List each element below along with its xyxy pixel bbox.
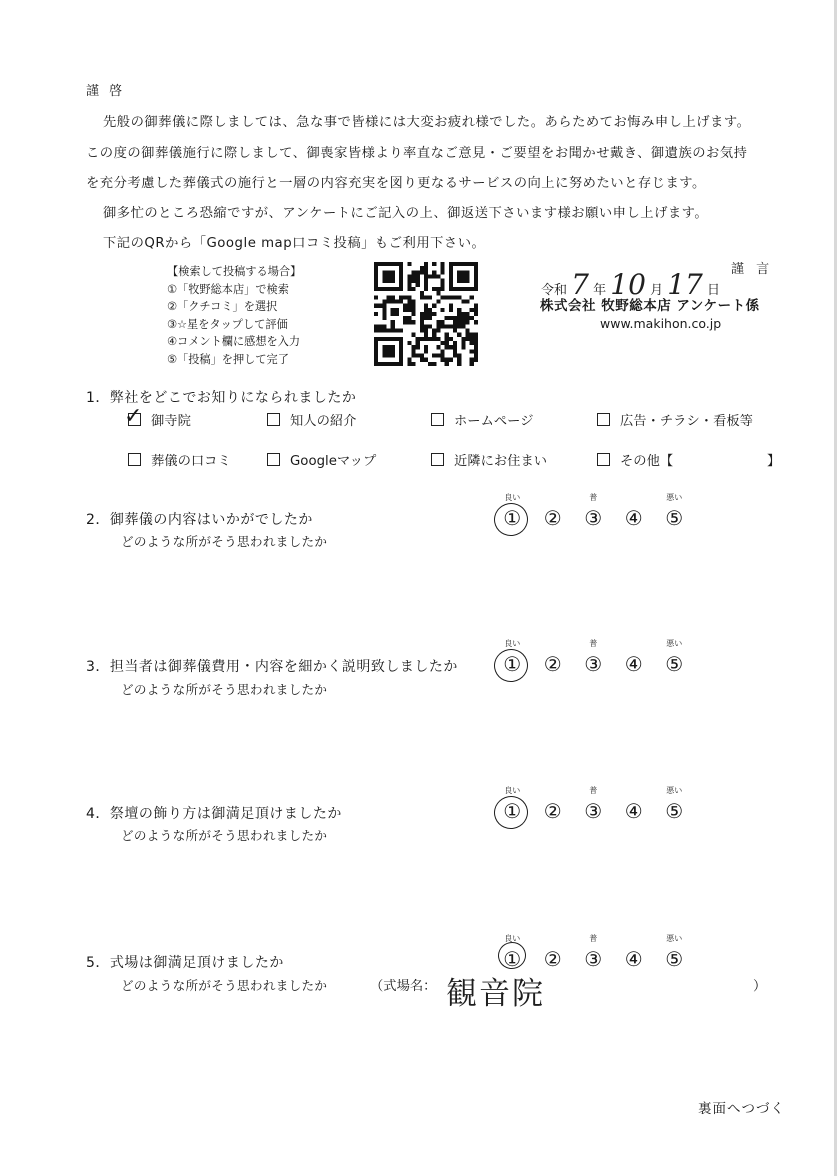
q4-subtitle: どのような所がそう思われましたか xyxy=(121,828,328,843)
rating-option-5[interactable]: 悪い ⑤ xyxy=(654,651,695,677)
rating-option-4[interactable]: ④ xyxy=(624,799,643,823)
rating-option-1[interactable]: 良い ① xyxy=(492,651,533,677)
rating-option-1[interactable]: 良い ① xyxy=(492,946,533,972)
q1-option-neighbor[interactable] xyxy=(431,450,547,469)
letter-paragraph-3: を充分考慮した葬儀式の施行と一層の内容充実を図り更なるサービスの向上に努めたいと存じます。 xyxy=(86,176,706,191)
scale-label-good: 良い xyxy=(504,934,521,943)
q1-checkbox[interactable] xyxy=(128,453,141,466)
hall-name-handwritten[interactable]: 観音院 xyxy=(446,976,545,1012)
q1-option-label: 御寺院 xyxy=(151,414,191,429)
q1-checkbox[interactable] xyxy=(267,413,280,426)
rating-option-5[interactable]: 悪い ⑤ xyxy=(654,798,695,824)
letter-paragraph-5: 下記のQRから「Google map口コミ投稿」もご利用下さい。 xyxy=(103,236,486,251)
rating-option-2[interactable]: ② xyxy=(543,652,562,676)
search-instructions-title: 【検索して投稿する場合】 xyxy=(167,265,302,278)
letter-paragraph-2: この度の御葬儀施行に際しまして、御喪家皆様より率直なご意見・ご要望をお聞かせ戴き、御遺族のお気持 xyxy=(86,146,748,161)
q1-option-label: Googleマップ xyxy=(290,454,377,469)
scale-label-normal: 普 xyxy=(589,639,598,648)
q4-rating-scale[interactable] xyxy=(492,786,695,824)
q3-rating-scale[interactable] xyxy=(492,639,695,677)
q1-other-close: 】 xyxy=(767,454,781,469)
closing: 謹 言 xyxy=(731,262,774,277)
q1-option-label: ホームページ xyxy=(454,414,534,429)
scale-label-normal: 普 xyxy=(589,493,598,502)
q1-checkbox[interactable] xyxy=(431,413,444,426)
date-month-unit: 月 xyxy=(650,283,664,298)
qr-code-icon[interactable] xyxy=(374,262,478,366)
q5-title: 5．式場は御満足頂けましたか xyxy=(86,955,284,971)
rating-option-4[interactable]: ④ xyxy=(624,947,643,971)
scale-label-bad: 悪い xyxy=(666,639,683,648)
rating-option-3[interactable]: 普 ③ xyxy=(573,651,614,677)
q1-checkbox[interactable] xyxy=(431,453,444,466)
date-era: 令和 xyxy=(541,283,568,298)
q4-title: 4．祭壇の飾り方は御満足頂けましたか xyxy=(86,806,342,822)
scale-label-normal: 普 xyxy=(589,786,598,795)
scale-label-good: 良い xyxy=(504,639,521,648)
date-day: 17 xyxy=(667,268,703,301)
scale-label-bad: 悪い xyxy=(666,934,683,943)
q1-option-label: 広告・チラシ・看板等 xyxy=(620,414,753,429)
scale-label-normal: 普 xyxy=(589,934,598,943)
q1-option-other[interactable] xyxy=(597,450,673,469)
company-url[interactable]: www.makihon.co.jp xyxy=(600,316,722,331)
q1-option-label: 知人の紹介 xyxy=(290,414,357,429)
q1-option-ads[interactable] xyxy=(597,410,753,429)
date-year: 7 xyxy=(571,268,589,301)
q1-option-label: その他【 xyxy=(620,454,674,469)
date-day-unit: 日 xyxy=(707,283,721,298)
continued-on-back: 裏面へつづく xyxy=(698,1101,785,1117)
rating-option-4[interactable]: ④ xyxy=(624,506,643,530)
letter-paragraph-4: 御多忙のところ恐縮ですが、アンケートにご記入の上、御返送下さいます様お願い申し上げます。 xyxy=(103,206,709,221)
scale-label-bad: 悪い xyxy=(666,493,683,502)
q2-subtitle: どのような所がそう思われましたか xyxy=(121,534,328,549)
company-name: 株式会社 牧野総本店 アンケート係 xyxy=(540,298,760,314)
q1-checkbox[interactable] xyxy=(597,413,610,426)
scale-label-bad: 悪い xyxy=(666,786,683,795)
q3-subtitle: どのような所がそう思われましたか xyxy=(121,682,328,697)
hall-close: ） xyxy=(753,979,767,994)
q1-checkbox[interactable] xyxy=(597,453,610,466)
check-mark-icon: ✓ xyxy=(124,404,143,429)
letter-paragraph-1: 先般の御葬儀に際しましては、急な事で皆様には大変お疲れ様でした。あらためてお悔み申し上げます。 xyxy=(103,115,751,130)
search-step: ③☆星をタップして評価 xyxy=(167,317,288,331)
q1-option-label: 葬儀の口コミ xyxy=(151,454,231,469)
rating-option-2[interactable]: ② xyxy=(543,799,562,823)
q1-option-label: 近隣にお住まい xyxy=(454,454,548,469)
selected-circle-mark xyxy=(491,500,530,538)
search-instructions xyxy=(167,263,301,369)
salutation: 謹 啓 xyxy=(86,84,126,99)
rating-option-1[interactable]: 良い ① xyxy=(492,798,533,824)
q1-checkbox[interactable] xyxy=(267,453,280,466)
date-month: 10 xyxy=(610,268,646,301)
q1-option-word-of-mouth[interactable] xyxy=(128,450,231,469)
rating-option-3[interactable]: 普 ③ xyxy=(573,505,614,531)
q2-title: 2．御葬儀の内容はいかがでしたか xyxy=(86,512,313,528)
scale-label-good: 良い xyxy=(504,493,521,502)
q1-option-homepage[interactable] xyxy=(431,410,534,429)
q1-option-temple[interactable] xyxy=(124,404,191,429)
rating-option-3[interactable]: 普 ③ xyxy=(573,946,614,972)
rating-option-5[interactable]: 悪い ⑤ xyxy=(654,505,695,531)
search-step: ⑤「投稿」を押して完了 xyxy=(167,352,289,366)
hall-label: （式場名： xyxy=(370,979,437,994)
q5-subtitle: どのような所がそう思われましたか xyxy=(121,978,328,993)
q1-option-google-maps[interactable] xyxy=(267,450,376,469)
rating-option-2[interactable]: ② xyxy=(543,506,562,530)
rating-option-3[interactable]: 普 ③ xyxy=(573,798,614,824)
search-step: ①「牧野総本店」で検索 xyxy=(167,282,289,296)
rating-option-1[interactable]: 良い ① xyxy=(492,505,533,531)
search-step: ②「クチコミ」を選択 xyxy=(167,300,278,314)
rating-option-4[interactable]: ④ xyxy=(624,652,643,676)
selected-circle-mark xyxy=(496,940,528,971)
rating-option-2[interactable]: ② xyxy=(543,947,562,971)
date-year-unit: 年 xyxy=(593,283,607,298)
search-step: ④コメント欄に感想を入力 xyxy=(167,335,301,349)
rating-option-5[interactable]: 悪い ⑤ xyxy=(654,946,695,972)
q1-title: 1．弊社をどこでお知りになられましたか xyxy=(86,390,357,406)
q1-checkbox[interactable] xyxy=(124,404,143,429)
q2-rating-scale[interactable] xyxy=(492,493,695,531)
selected-circle-mark xyxy=(491,793,530,831)
q3-title: 3．担当者は御葬儀費用・内容を細かく説明致しましたか xyxy=(86,659,458,675)
scale-label-good: 良い xyxy=(504,786,521,795)
selected-circle-mark xyxy=(491,646,530,684)
q1-option-referral[interactable] xyxy=(267,410,356,429)
